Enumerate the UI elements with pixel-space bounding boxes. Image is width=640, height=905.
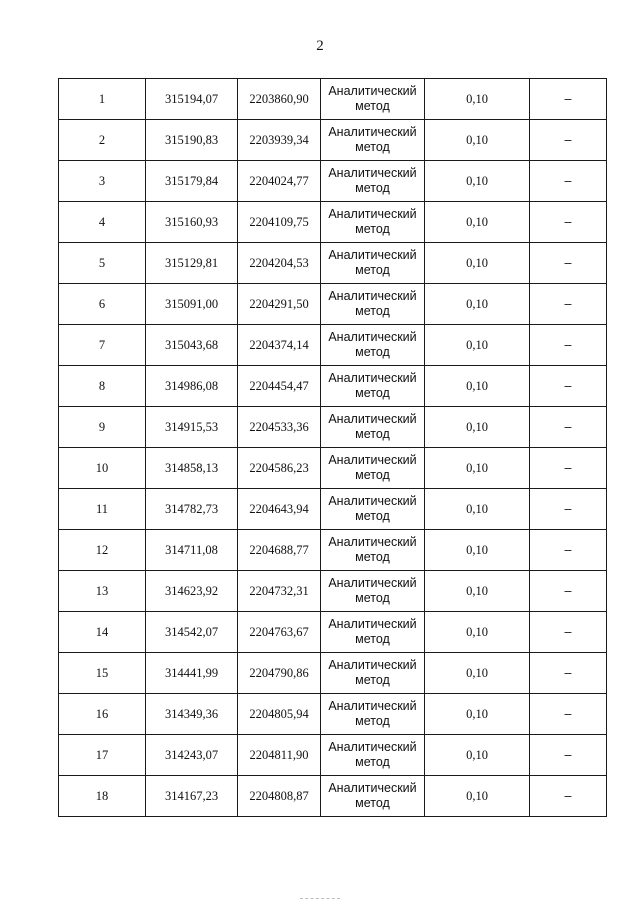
note-cell: – [530, 694, 607, 735]
x-coordinate-cell: 314243,07 [146, 735, 238, 776]
page-edge-divider [300, 898, 340, 899]
y-coordinate-cell: 2204688,77 [238, 530, 321, 571]
x-coordinate-cell: 315190,83 [146, 120, 238, 161]
x-coordinate-cell: 315043,68 [146, 325, 238, 366]
y-coordinate-cell: 2204808,87 [238, 776, 321, 817]
note-cell: – [530, 407, 607, 448]
note-cell: – [530, 489, 607, 530]
point-number-cell: 12 [59, 530, 146, 571]
point-number-cell: 4 [59, 202, 146, 243]
table-row [59, 530, 607, 571]
note-cell: – [530, 202, 607, 243]
x-coordinate-cell: 314623,92 [146, 571, 238, 612]
y-coordinate-cell: 2204109,75 [238, 202, 321, 243]
point-number-cell: 2 [59, 120, 146, 161]
x-coordinate-cell: 315091,00 [146, 284, 238, 325]
accuracy-cell: 0,10 [425, 735, 530, 776]
y-coordinate-cell: 2203939,34 [238, 120, 321, 161]
point-number-cell: 18 [59, 776, 146, 817]
y-coordinate-cell: 2203860,90 [238, 79, 321, 120]
x-coordinate-cell: 314858,13 [146, 448, 238, 489]
table-row [59, 694, 607, 735]
method-cell: Аналитический метод [321, 325, 425, 366]
method-cell: Аналитический метод [321, 161, 425, 202]
accuracy-cell: 0,10 [425, 120, 530, 161]
point-number-cell: 11 [59, 489, 146, 530]
accuracy-cell: 0,10 [425, 489, 530, 530]
point-number-cell: 5 [59, 243, 146, 284]
x-coordinate-cell: 315160,93 [146, 202, 238, 243]
coordinates-table [58, 78, 607, 817]
method-cell: Аналитический метод [321, 530, 425, 571]
accuracy-cell: 0,10 [425, 612, 530, 653]
y-coordinate-cell: 2204643,94 [238, 489, 321, 530]
point-number-cell: 1 [59, 79, 146, 120]
x-coordinate-cell: 314915,53 [146, 407, 238, 448]
table-row [59, 366, 607, 407]
note-cell: – [530, 284, 607, 325]
note-cell: – [530, 571, 607, 612]
point-number-cell: 15 [59, 653, 146, 694]
y-coordinate-cell: 2204374,14 [238, 325, 321, 366]
y-coordinate-cell: 2204533,36 [238, 407, 321, 448]
accuracy-cell: 0,10 [425, 571, 530, 612]
table-row [59, 243, 607, 284]
table-row [59, 653, 607, 694]
accuracy-cell: 0,10 [425, 694, 530, 735]
x-coordinate-cell: 315129,81 [146, 243, 238, 284]
point-number-cell: 7 [59, 325, 146, 366]
method-cell: Аналитический метод [321, 79, 425, 120]
point-number-cell: 3 [59, 161, 146, 202]
table-row [59, 284, 607, 325]
accuracy-cell: 0,10 [425, 79, 530, 120]
table-row [59, 612, 607, 653]
accuracy-cell: 0,10 [425, 776, 530, 817]
accuracy-cell: 0,10 [425, 284, 530, 325]
y-coordinate-cell: 2204732,31 [238, 571, 321, 612]
note-cell: – [530, 161, 607, 202]
x-coordinate-cell: 314349,36 [146, 694, 238, 735]
method-cell: Аналитический метод [321, 366, 425, 407]
method-cell: Аналитический метод [321, 653, 425, 694]
page-number: 2 [316, 38, 324, 54]
method-cell: Аналитический метод [321, 776, 425, 817]
point-number-cell: 16 [59, 694, 146, 735]
x-coordinate-cell: 314782,73 [146, 489, 238, 530]
point-number-cell: 8 [59, 366, 146, 407]
note-cell: – [530, 653, 607, 694]
note-cell: – [530, 79, 607, 120]
table-row [59, 79, 607, 120]
y-coordinate-cell: 2204586,23 [238, 448, 321, 489]
method-cell: Аналитический метод [321, 120, 425, 161]
method-cell: Аналитический метод [321, 243, 425, 284]
y-coordinate-cell: 2204763,67 [238, 612, 321, 653]
accuracy-cell: 0,10 [425, 366, 530, 407]
accuracy-cell: 0,10 [425, 243, 530, 284]
accuracy-cell: 0,10 [425, 161, 530, 202]
table-row [59, 202, 607, 243]
method-cell: Аналитический метод [321, 735, 425, 776]
y-coordinate-cell: 2204454,47 [238, 366, 321, 407]
table-row [59, 407, 607, 448]
accuracy-cell: 0,10 [425, 530, 530, 571]
y-coordinate-cell: 2204811,90 [238, 735, 321, 776]
x-coordinate-cell: 315179,84 [146, 161, 238, 202]
x-coordinate-cell: 315194,07 [146, 79, 238, 120]
note-cell: – [530, 530, 607, 571]
note-cell: – [530, 366, 607, 407]
table-row [59, 489, 607, 530]
note-cell: – [530, 735, 607, 776]
note-cell: – [530, 120, 607, 161]
method-cell: Аналитический метод [321, 694, 425, 735]
method-cell: Аналитический метод [321, 612, 425, 653]
method-cell: Аналитический метод [321, 571, 425, 612]
point-number-cell: 9 [59, 407, 146, 448]
method-cell: Аналитический метод [321, 407, 425, 448]
table-row [59, 735, 607, 776]
table-row [59, 325, 607, 366]
y-coordinate-cell: 2204291,50 [238, 284, 321, 325]
x-coordinate-cell: 314441,99 [146, 653, 238, 694]
table-row [59, 776, 607, 817]
table-row [59, 161, 607, 202]
method-cell: Аналитический метод [321, 284, 425, 325]
y-coordinate-cell: 2204805,94 [238, 694, 321, 735]
y-coordinate-cell: 2204204,53 [238, 243, 321, 284]
accuracy-cell: 0,10 [425, 407, 530, 448]
table-row [59, 571, 607, 612]
y-coordinate-cell: 2204790,86 [238, 653, 321, 694]
accuracy-cell: 0,10 [425, 653, 530, 694]
method-cell: Аналитический метод [321, 489, 425, 530]
note-cell: – [530, 243, 607, 284]
point-number-cell: 13 [59, 571, 146, 612]
note-cell: – [530, 325, 607, 366]
note-cell: – [530, 776, 607, 817]
point-number-cell: 17 [59, 735, 146, 776]
point-number-cell: 14 [59, 612, 146, 653]
coordinates-table-body [59, 79, 607, 817]
table-row [59, 120, 607, 161]
accuracy-cell: 0,10 [425, 448, 530, 489]
point-number-cell: 6 [59, 284, 146, 325]
x-coordinate-cell: 314167,23 [146, 776, 238, 817]
point-number-cell: 10 [59, 448, 146, 489]
accuracy-cell: 0,10 [425, 202, 530, 243]
accuracy-cell: 0,10 [425, 325, 530, 366]
note-cell: – [530, 612, 607, 653]
table-row [59, 448, 607, 489]
method-cell: Аналитический метод [321, 202, 425, 243]
x-coordinate-cell: 314542,07 [146, 612, 238, 653]
method-cell: Аналитический метод [321, 448, 425, 489]
x-coordinate-cell: 314986,08 [146, 366, 238, 407]
note-cell: – [530, 448, 607, 489]
x-coordinate-cell: 314711,08 [146, 530, 238, 571]
y-coordinate-cell: 2204024,77 [238, 161, 321, 202]
